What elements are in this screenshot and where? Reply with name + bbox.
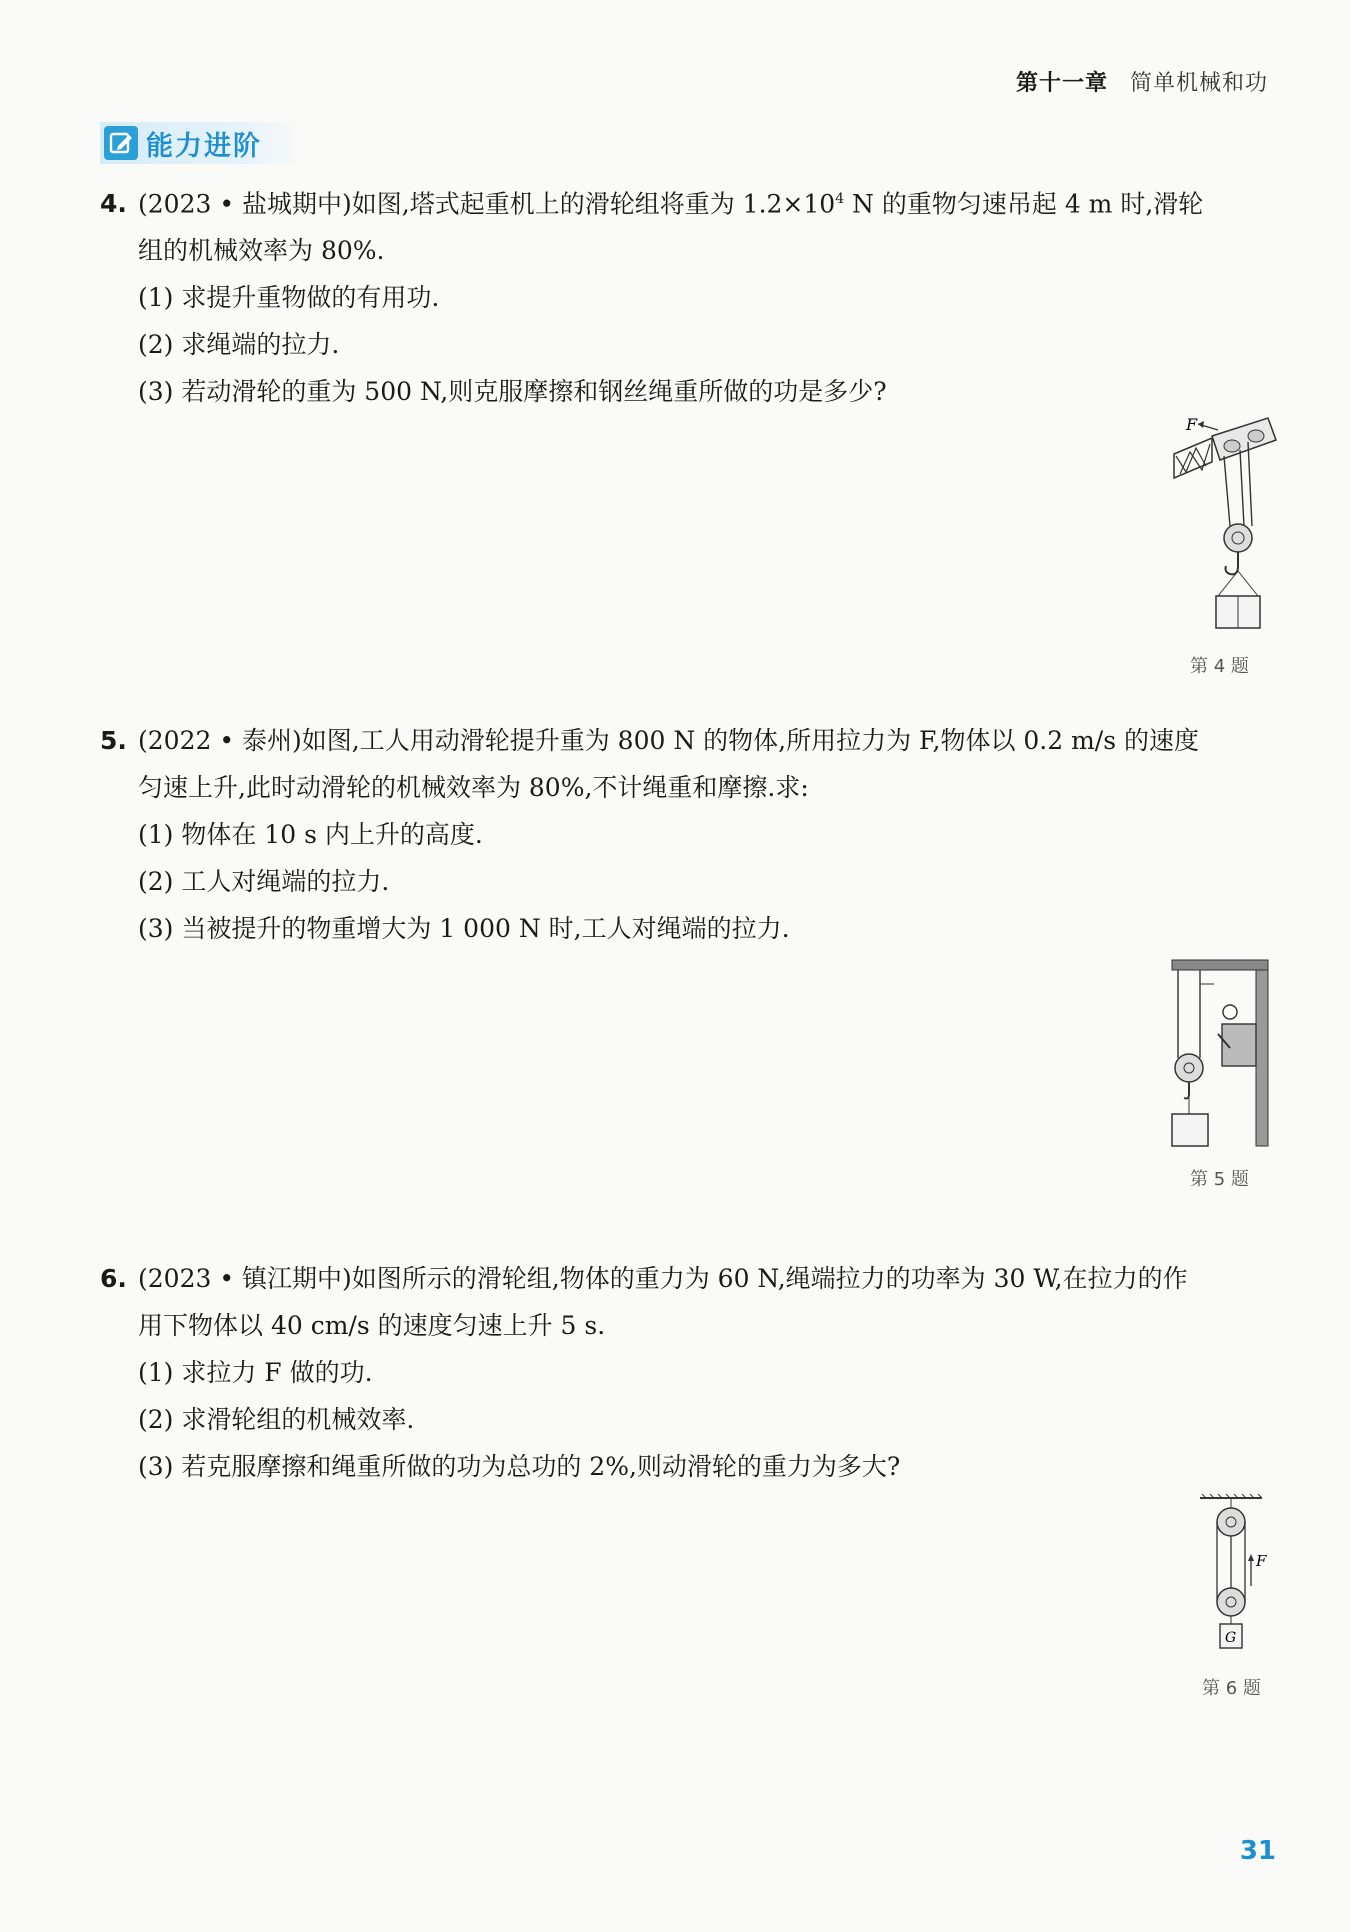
problem-number: 6. — [100, 1264, 127, 1293]
chapter-label: 第十一章 — [1015, 71, 1108, 96]
figure-5-pulley — [1168, 958, 1272, 1156]
sub-question-3: (3) 若克服摩擦和绳重所做的功为总功的 2%,则动滑轮的重力为多大? — [138, 1452, 901, 1481]
problem-number: 4. — [100, 189, 127, 219]
problem-4 — [100, 176, 1275, 415]
problem-text-cont: N 的重物匀速吊起 4 m 时,滑轮 — [844, 189, 1204, 219]
section-title: 能力进阶 — [146, 130, 262, 162]
problem-text: (2022 • 泰州)如图,工人用动滑轮提升重为 800 N 的物体,所用拉力为 F,物体以 0.2 m/s 的速度 — [138, 726, 1200, 755]
figure-caption: 第 4 题 — [1190, 656, 1249, 677]
sub-question-1: (1) 物体在 10 s 内上升的高度. — [138, 820, 483, 849]
problem-text: (2023 • 盐城期中)如图,塔式起重机上的滑轮组将重为 1.2×10 — [138, 189, 836, 219]
figure-caption: 第 5 题 — [1190, 1169, 1249, 1190]
problem-number: 5. — [100, 726, 127, 755]
sub-question-3: (3) 若动滑轮的重为 500 N,则克服摩擦和钢丝绳重所做的功是多少? — [138, 377, 887, 407]
problem-text: (2023 • 镇江期中)如图所示的滑轮组,物体的重力为 60 N,绳端拉力的功率为 30 W,在拉力的作 — [138, 1264, 1188, 1293]
chapter-title: 简单机械和功 — [1129, 71, 1268, 96]
figure-label-g: G — [1225, 1630, 1237, 1646]
figure-6-pulley-block — [1196, 1494, 1276, 1662]
sub-question-2: (2) 求绳端的拉力. — [138, 330, 340, 360]
problem-text-line2: 匀速上升,此时动滑轮的机械效率为 80%,不计绳重和摩擦.求: — [138, 773, 809, 802]
sub-question-1: (1) 求拉力 F 做的功. — [138, 1358, 373, 1387]
figure-caption: 第 6 题 — [1202, 1678, 1261, 1699]
problem-text-line2: 组的机械效率为 80%. — [138, 236, 385, 266]
sub-question-1: (1) 求提升重物做的有用功. — [138, 283, 440, 313]
problem-5 — [100, 717, 1275, 952]
figure-label-f: F — [1256, 1552, 1267, 1570]
sub-question-2: (2) 工人对绳端的拉力. — [138, 867, 390, 896]
sub-question-3: (3) 当被提升的物重增大为 1 000 N 时,工人对绳端的拉力. — [138, 914, 790, 943]
page-header — [1016, 66, 1268, 97]
figure-4-crane — [1168, 416, 1278, 640]
section-heading — [100, 122, 302, 164]
page-number: 31 — [1239, 1836, 1276, 1866]
figure-label-f: F — [1186, 416, 1198, 434]
exponent: 4 — [835, 191, 845, 207]
problem-6 — [100, 1255, 1275, 1490]
sub-question-2: (2) 求滑轮组的机械效率. — [138, 1405, 415, 1434]
pencil-note-icon — [104, 126, 138, 160]
problem-text-line2: 用下物体以 40 cm/s 的速度匀速上升 5 s. — [138, 1311, 606, 1340]
